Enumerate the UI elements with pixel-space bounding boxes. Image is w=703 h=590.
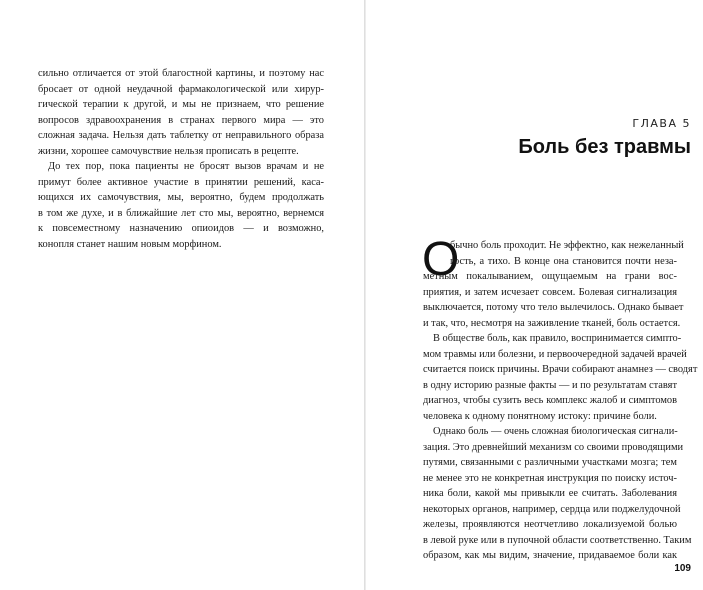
text-line: Однако боль — очень сложная биологическая сигнали- xyxy=(433,426,678,437)
text-line: До тех пор, пока пациенты не бросят вызов врачам и не xyxy=(48,161,324,172)
text-line: железы, проявляются неотчетливо локализуемой болью xyxy=(423,519,677,530)
text-line: В обществе боль, как правило, воспринимается симпто- xyxy=(433,333,682,344)
text-line: и так, что, несмотря на заживление тканей, боль остается. xyxy=(423,317,681,329)
text-line: бросает от одной неудачной фармакологической или хирур- xyxy=(38,83,324,95)
text-line: в одну историю разные факты — и по результатам ставят xyxy=(423,379,677,391)
text-line: ника боли, какой мы привыкли ее считать. Заболевания xyxy=(423,488,677,499)
chapter-title: Боль без травмы xyxy=(518,136,691,158)
text-line: в том же духе, и в ближайшие лет сто мы, вероятно, вернемся xyxy=(38,207,324,219)
drop-cap: О xyxy=(422,233,460,286)
text-line: жизни, хорошее самочувствие нельзя прописать в рецепте. xyxy=(38,145,299,157)
text-line: мом травмы или болезни, и первоочередной задачей врачей xyxy=(423,348,687,360)
text-line: путями, связанными с различными участками мозга; тем xyxy=(423,457,677,468)
text-line: диагноз, чтобы сузить весь комплекс жалоб и симптомов xyxy=(423,395,677,406)
text-line: считается поиск причины. Врачи собирают анамнез — сводят xyxy=(423,364,698,375)
chapter-label: ГЛАВА 5 xyxy=(632,117,691,130)
text-line: некоторых органов, например, сердца или поджелудочной xyxy=(423,503,681,515)
text-line: сильно отличается от этой благостной картины, и поэтому нас xyxy=(38,68,324,79)
text-line: к повсеместному назначению опиоидов — и возможно, xyxy=(38,223,324,234)
text-line: зация. Это древнейший механизм со своими проводящими xyxy=(423,441,684,453)
text-line: образом, как мы видим, значение, придаваемое боли как xyxy=(423,550,677,561)
text-line: человека к одному понятному истоку: причине боли. xyxy=(423,410,657,422)
text-line: в левой руке или в пупочной области соответственно. Таким xyxy=(423,534,692,546)
text-line: гической терапии к другой, и мы не признаем, что решение xyxy=(38,99,324,110)
text-line: примут более активное участие в принятии решений, каса- xyxy=(38,176,324,188)
page-number: 109 xyxy=(674,563,691,574)
text-line: вопросов здравоохранения в странах первого мира — это xyxy=(38,114,324,126)
text-line: приятия, и затем исчезает совсем. Болевая сигнализация xyxy=(423,286,677,298)
text-line: конопля станет нашим новым морфином. xyxy=(38,238,222,250)
text-line: выключается, потому что тело вылечилось. Однако бывает xyxy=(423,302,684,313)
text-line: ющихся их самочувствия, мы, вероятно, будем продолжать xyxy=(38,192,324,203)
text-line: метным покалыванием, ощущаемым на грани вос- xyxy=(423,271,677,282)
text-line: гость, а тихо. В конце она становится почти неза- xyxy=(450,255,677,267)
text-line: бычно боль проходит. Не эффектно, как нежеланный xyxy=(450,240,684,251)
text-line: не менее это не конкретная инструкция по поиску источ- xyxy=(423,472,677,484)
text-line: сложная задача. Нельзя дать таблетку от неправильного образа xyxy=(38,130,324,141)
right-page xyxy=(366,0,703,590)
